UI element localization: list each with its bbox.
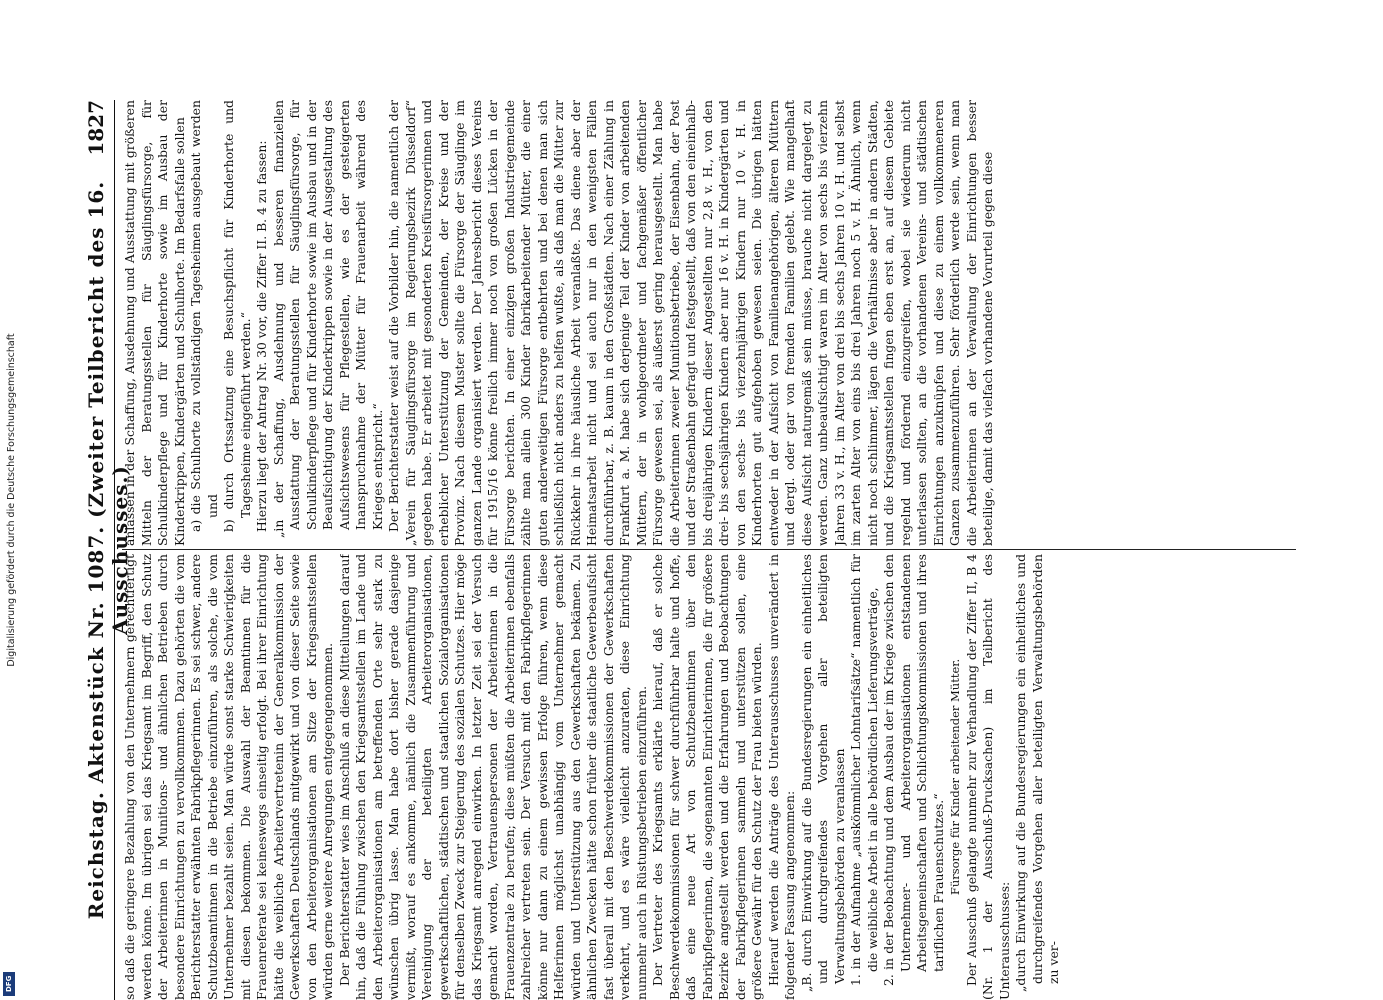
paragraph: Der Berichterstatter wies im Anschluß an diese Mitteilungen darauf hin, daß die Fühlung zwischen den Kriegsamtsstellen im Lande und den Arbeiterorganisationen am betreffenden Orte sehr stark zu wünschen übrig lasse. Man habe dort bisher gerade dasjenige vermißt, worauf es ankomme, nämlich die Zusammenführung und Vereinigung der beteiligten Arbeiterorganisationen, gewerkschaftlichen, städtischen und staatlichen Sozialorganisationen für denselben Zweck zur Steigerung des sozialen Schutzes. Hier möge das Kriegsamt anregend einwirken. In letzter Zeit sei der Versuch gemacht worden, Vertrauenspersonen der Arbeiterinnen in die Frauenzentrale zu berufen; diese müßten die Arbeiterinnen ebenfalls zahlreicher vertreten sein. Der Versuch mit den Fabrikpflegerinnen könne nur dann zu einem gewissen Erfolge führen, wenn diese Helferinnen möglichst unabhängig vom Unternehmer gemacht würden und Unterstützung aus den Gewerkschaften bekämen. Zu ähnlichen Zwecken hätte schon früher die staatliche Gewerbeaufsicht fast überall mit den Beschwerdekommissionen der Gewerkschaften verkehrt, und es wäre vielleicht anzuraten, diese Einrichtung nunmehr auch in Rüstungsbetrieben einzuführen.	[336, 554, 649, 1000]
column-divider	[122, 549, 1296, 550]
page-header	[80, 100, 132, 1000]
paragraph: so daß die geringere Bezahlung von den Unternehmern gerechtfertigt werden könne. Im übrigen sei das Kriegsamt im Begriff, den Schutz der Arbeiterinnen in Munitions- und ähnlichen Betrieben durch besondere Einrichtungen zu vervollkommnen. Dazu gehörten die vom Berichterstatter erwähnten Fabrikpflegerinnen. Es sei schwer, andere Schutzbeamtinnen in die Betriebe einzuführen, als solche, die vom Unternehmer bezahlt seien. Man würde sonst starke Schwierigkeiten mit diesen bekommen. Die Auswahl der Beamtinnen für die Frauenreferate sei keineswegs einseitig erfolgt. Bei ihrer Einrichtung hätte die weibliche Arbeitervertretenin der Generalkommission der Gewerkschaften Deutschlands mitgewirkt und von dieser Seite sowie von den Arbeiterorganisationen am Sitze der Kriegsamtsstellen würden gerne weitere Anregungen entgegengenommen.	[122, 554, 335, 1000]
scanned-page	[70, 100, 1310, 1000]
right-column	[122, 100, 1306, 546]
resolution-item-1: 1. in der Aufnahme „auskömmlicher Lohntarifsätze“ namentlich für die weibliche Arbeit in alle behördlichen Lieferungsverträge,	[848, 554, 880, 986]
resolution-intro: „B. durch Einwirkung auf die Bundesregierungen ein einheitliches und durchgreifendes Vorgehen aller beteiligten Verwaltungsbehörden zu veranlassen	[798, 554, 847, 992]
paragraph: Hierzu liegt der Antrag Nr. 30 vor, die Ziffer II. B. 4 zu fassen:	[254, 140, 269, 532]
quoted-motion: „durch Einwirkung auf die Bundesregierungen ein einheitliches und durchgreifendes Vorgehen aller beteiligten Verwaltungsbehörden zu ver-	[1013, 554, 1061, 992]
digitization-credit: Digitalisierung gefördert durch die Deutsche Forschungsgemeinschaft	[6, 333, 17, 667]
paragraph: Der Vertreter des Kriegsamts erklärte hierauf, daß er solche Beschwerdekommissionen für schwer durchführbar halte und hoffe, daß eine neue Art von Schutzbeamtinnen über den Fabrikpflegerinnen, die sogenannten Einrichterinnen, die für größere Bezirke angestellt werden und die Erfahrungen und Beobachtungen der Fabrikpflegerinnen sammeln und unterstützen sollen, eine größere Gewähr für den Schutz der Frau bieten würden.	[650, 554, 764, 1000]
dfg-logo-icon: DFG	[3, 972, 15, 996]
section-subheading: Fürsorge für Kinder arbeitender Mütter.	[948, 658, 962, 896]
resolution-item-2: 2. in der Beobachtung und dem Ausbau der im Kriege zwischen den Unternehmer- und Arbeiterorganisationen entstandenen Arbeitsgemeinschaften und Schlichtungskommissionen und ihres tariflichen Frauenschutzes.“	[881, 554, 946, 986]
paragraph: Der Berichterstatter weist auf die Vorbilder hin, die namentlich der „Verein für Säuglingsfürsorge im Regierungsbezirk Düsseldorf“ gegeben habe. Er arbeitet mit gesonderten Kreisfürsorgerinnen und erheblicher Unterstützung der Gemeinden, der Kreise und der Provinz. Nach diesem Muster sollte die Fürsorge der Säuglinge im ganzen Lande organisiert werden. Der Jahresbericht dieses Vereins für 1915/16 könne freilich immer noch von großen Lücken in der Fürsorge berichten. In einer einzigen großen Industriegemeinde zählte man allein 300 Kinder fabrikarbeitender Mütter, die einer guten anderweitigen Fürsorge entbehrten und bei denen man sich schließlich nicht anders zu helfen wußte, als daß man die Mütter zur Rückkehr in ihre häusliche Arbeit veranlaßte. Das diene aber der Heimatsarbeit nicht und sei auch nur in den wenigsten Fällen durchführbar, z. B. kaum in den Großstädten. Nach einer Zählung in Frankfurt a. M. habe sich derjenige Teil der Kinder von arbeitenden Müttern, der in wohlgeordneter und fachgemäßer öffentlicher Fürsorge gewesen sei, als äußerst gering herausgestellt. Man habe die Arbeiterinnen zweier Munitionsbetriebe, der Eisenbahn, der Post und der Straßenbahn gefragt und festgestellt, daß von den eineinhalb- bis dreijährigen Kindern dieser Angestellten nur 2,8 v. H., von den drei- bis sechsjährigen Kindern aber nur 16 v. H. in Kindergärten und von den sechs- bis vierzehnjährigen Kindern nur 10 v. H. in Kinderhorten gut aufgehoben gewesen seien. Die übrigen hätten entweder in der Aufsicht von Familienangehörigen, älteren Müttern und dergl. oder gar von fremden Familien gelebt. Wie mangelhaft diese Aufsicht naturgemäß sein müsse, brauche nicht dargelegt zu werden. Ganz unbeaufsichtigt waren im Alter von sechs bis vierzehn Jahren 33 v. H., im Alter von drei bis sechs Jahren 10 v. H. und selbst im zarten Alter von eins bis drei Jahren noch 5 v. H. Ähnlich, wenn nicht noch schlimmer, lägen die Verhältnisse aber in andern Städten, und die Kriegsamtsstellen fingen eben erst an, auf diesem Gebiete regelnd und fördernd einzugreifen, wobei sie wiederum nicht unterlassen sollten, an die vorhandenen Vereins- und städtischen Einrichtungen anzuknüpfen und diese zu einem vollkommeneren Ganzen zusammenzuführen. Sehr förderlich werde sein, wenn man die Arbeiterinnen an der Verwaltung der Einrichtungen besser beteilige, damit das vielfach vorhandene Vorurteil gegen diese	[386, 100, 995, 546]
amendment-quote: „in der Schaffung, Ausdehnung und besseren finanziellen Ausstattung der Beratungsstellen für Säuglingsfürsorge, für Schulkinderpflege und für Kinderhorte sowie im Ausbau und in der Beaufsichtigung der Kinderkrippen sowie in der Ausgestaltung des Aufsichtswesens für Pflegestellen, wie es der gesteigerten Inanspruchnahme der Mütter für Frauenarbeit während des Krieges entspricht.“	[270, 100, 385, 538]
motion-item-b: b) durch Ortssatzung eine Besuchspflicht für Kinderhorte und Tagesheime eingeführt werden.“	[221, 100, 253, 532]
page-number: 1827	[84, 100, 108, 156]
motion-item-a: a) die Schulhorte zu vollständigen Tagesheimen ausgebaut werden und	[188, 100, 220, 532]
paragraph: Hierauf werden die Anträge des Unterausschusses unverändert in folgender Fassung angenommen:	[765, 554, 797, 1000]
page-title: Reichstag. Aktenstück Nr. 1087. (Zweiter Teilbericht des 16. Ausschusses.)	[84, 180, 132, 920]
paragraph: Der Ausschuß gelangte nunmehr zur Verhandlung der Ziffer II, B 4 (Nr. 1 der Ausschuß-Drucksachen) im Teilbericht des Unterausschusses:	[963, 554, 1012, 1000]
left-column	[122, 554, 1306, 1000]
quoted-motion-continuation: anlassen in der Schaffung, Ausdehnung und Ausstattung mit größeren Mitteln der Beratungsstellen für Säuglingsfürsorge, für Schulkinderpflege und für Kinderhorte sowie im Ausbau der Kinderkrippen, Kindergärten und Schulhorte. Im Bedarfsfalle sollen	[122, 100, 187, 546]
